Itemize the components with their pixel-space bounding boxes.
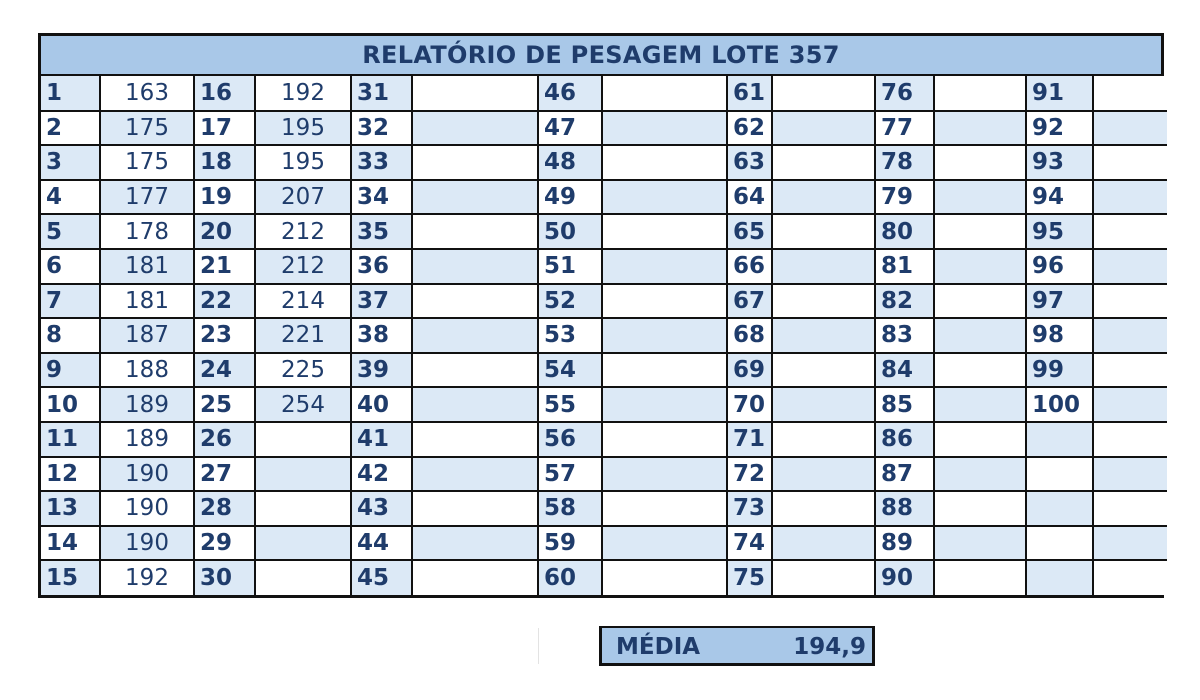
slot-number: 75 <box>727 560 772 595</box>
slot-number: 85 <box>875 387 934 422</box>
slot-weight: 225 <box>255 353 351 388</box>
slot-number: 9 <box>41 353 100 388</box>
slot-weight: 212 <box>255 249 351 284</box>
slot-number: 16 <box>194 76 255 111</box>
slot-weight: 221 <box>255 318 351 353</box>
slot-number: 81 <box>875 249 934 284</box>
slot-number <box>1026 526 1093 561</box>
slot-number: 70 <box>727 387 772 422</box>
slot-number: 47 <box>538 111 602 146</box>
table-row <box>41 560 1167 595</box>
slot-weight <box>934 526 1026 561</box>
slot-weight: 178 <box>100 214 194 249</box>
slot-weight: 188 <box>100 353 194 388</box>
slot-number: 62 <box>727 111 772 146</box>
slot-number: 36 <box>351 249 412 284</box>
slot-number <box>1026 560 1093 595</box>
slot-weight <box>934 145 1026 180</box>
table-row <box>41 214 1167 249</box>
slot-number: 60 <box>538 560 602 595</box>
slot-weight <box>772 491 875 526</box>
slot-number: 27 <box>194 457 255 492</box>
slot-weight <box>934 457 1026 492</box>
slot-weight: 163 <box>100 76 194 111</box>
divider <box>538 628 539 664</box>
slot-weight <box>1093 111 1167 146</box>
slot-number: 19 <box>194 180 255 215</box>
slot-weight <box>772 214 875 249</box>
slot-weight <box>412 214 538 249</box>
slot-number: 74 <box>727 526 772 561</box>
slot-weight <box>934 560 1026 595</box>
table-row <box>41 180 1167 215</box>
slot-weight <box>1093 180 1167 215</box>
table-row <box>41 457 1167 492</box>
average-box <box>599 626 875 666</box>
slot-weight <box>934 180 1026 215</box>
slot-number: 42 <box>351 457 412 492</box>
slot-weight <box>602 387 727 422</box>
slot-number: 15 <box>41 560 100 595</box>
slot-weight <box>934 76 1026 111</box>
slot-number: 89 <box>875 526 934 561</box>
slot-weight <box>602 457 727 492</box>
slot-number: 66 <box>727 249 772 284</box>
slot-number: 73 <box>727 491 772 526</box>
slot-weight <box>602 249 727 284</box>
slot-number: 58 <box>538 491 602 526</box>
slot-weight <box>602 214 727 249</box>
slot-weight <box>772 111 875 146</box>
slot-weight: 207 <box>255 180 351 215</box>
slot-number: 21 <box>194 249 255 284</box>
weighing-report-table <box>38 33 1164 598</box>
slot-number <box>1026 491 1093 526</box>
slot-number: 94 <box>1026 180 1093 215</box>
slot-weight <box>934 422 1026 457</box>
slot-number: 22 <box>194 284 255 319</box>
slot-number: 40 <box>351 387 412 422</box>
slot-number: 14 <box>41 526 100 561</box>
slot-weight <box>602 353 727 388</box>
slot-weight <box>934 491 1026 526</box>
slot-number: 6 <box>41 249 100 284</box>
slot-weight: 192 <box>255 76 351 111</box>
slot-number: 50 <box>538 214 602 249</box>
slot-number: 18 <box>194 145 255 180</box>
slot-number: 35 <box>351 214 412 249</box>
slot-weight <box>934 214 1026 249</box>
slot-weight <box>1093 491 1167 526</box>
slot-weight <box>1093 76 1167 111</box>
slot-number: 48 <box>538 145 602 180</box>
slot-number: 20 <box>194 214 255 249</box>
slot-weight <box>412 422 538 457</box>
table-row <box>41 111 1167 146</box>
slot-number: 78 <box>875 145 934 180</box>
slot-number: 71 <box>727 422 772 457</box>
slot-number: 39 <box>351 353 412 388</box>
slot-number: 82 <box>875 284 934 319</box>
slot-weight <box>1093 214 1167 249</box>
average-value: 194,9 <box>793 634 866 660</box>
slot-number: 25 <box>194 387 255 422</box>
slot-weight <box>934 111 1026 146</box>
slot-number: 4 <box>41 180 100 215</box>
slot-weight <box>602 145 727 180</box>
slot-number: 33 <box>351 145 412 180</box>
table-row <box>41 387 1167 422</box>
slot-number: 90 <box>875 560 934 595</box>
slot-number: 68 <box>727 318 772 353</box>
slot-weight: 190 <box>100 526 194 561</box>
slot-weight <box>255 560 351 595</box>
slot-number: 17 <box>194 111 255 146</box>
slot-number: 76 <box>875 76 934 111</box>
slot-number: 59 <box>538 526 602 561</box>
slot-number: 72 <box>727 457 772 492</box>
slot-weight: 195 <box>255 111 351 146</box>
slot-number: 43 <box>351 491 412 526</box>
slot-weight <box>772 318 875 353</box>
slot-weight <box>772 353 875 388</box>
slot-weight <box>934 284 1026 319</box>
slot-number: 34 <box>351 180 412 215</box>
slot-number: 45 <box>351 560 412 595</box>
slot-number: 57 <box>538 457 602 492</box>
slot-weight <box>602 560 727 595</box>
slot-weight <box>1093 284 1167 319</box>
slot-number: 97 <box>1026 284 1093 319</box>
slot-weight: 189 <box>100 422 194 457</box>
slot-weight: 190 <box>100 457 194 492</box>
slot-number: 44 <box>351 526 412 561</box>
slot-number: 65 <box>727 214 772 249</box>
table-row <box>41 249 1167 284</box>
slot-number: 67 <box>727 284 772 319</box>
weights-grid <box>41 76 1167 595</box>
slot-weight <box>772 387 875 422</box>
slot-number: 37 <box>351 284 412 319</box>
slot-number: 2 <box>41 111 100 146</box>
slot-number: 98 <box>1026 318 1093 353</box>
slot-number: 80 <box>875 214 934 249</box>
slot-weight <box>934 353 1026 388</box>
slot-weight <box>412 560 538 595</box>
slot-number: 88 <box>875 491 934 526</box>
slot-weight <box>1093 457 1167 492</box>
slot-number: 28 <box>194 491 255 526</box>
slot-weight <box>412 491 538 526</box>
slot-weight: 181 <box>100 249 194 284</box>
slot-weight <box>412 284 538 319</box>
slot-weight <box>412 387 538 422</box>
slot-weight: 175 <box>100 111 194 146</box>
slot-weight <box>934 249 1026 284</box>
slot-weight <box>602 284 727 319</box>
table-row <box>41 145 1167 180</box>
slot-number: 84 <box>875 353 934 388</box>
slot-weight <box>934 318 1026 353</box>
slot-number: 23 <box>194 318 255 353</box>
slot-weight: 214 <box>255 284 351 319</box>
slot-weight <box>1093 560 1167 595</box>
slot-number: 53 <box>538 318 602 353</box>
slot-weight <box>772 526 875 561</box>
slot-weight <box>772 560 875 595</box>
slot-weight <box>412 249 538 284</box>
slot-weight <box>772 457 875 492</box>
slot-number: 63 <box>727 145 772 180</box>
slot-number: 52 <box>538 284 602 319</box>
slot-weight: 254 <box>255 387 351 422</box>
slot-number: 8 <box>41 318 100 353</box>
slot-number <box>1026 422 1093 457</box>
slot-weight <box>412 353 538 388</box>
slot-weight <box>1093 387 1167 422</box>
slot-weight: 212 <box>255 214 351 249</box>
slot-number: 10 <box>41 387 100 422</box>
slot-weight <box>412 457 538 492</box>
report-title: RELATÓRIO DE PESAGEM LOTE 357 <box>41 36 1161 76</box>
slot-weight <box>412 111 538 146</box>
slot-weight <box>772 76 875 111</box>
slot-number: 61 <box>727 76 772 111</box>
slot-weight <box>412 145 538 180</box>
slot-weight <box>1093 353 1167 388</box>
slot-number: 46 <box>538 76 602 111</box>
slot-number: 38 <box>351 318 412 353</box>
slot-weight <box>412 318 538 353</box>
slot-number: 51 <box>538 249 602 284</box>
slot-weight <box>255 457 351 492</box>
slot-weight <box>412 76 538 111</box>
slot-weight <box>255 526 351 561</box>
table-row <box>41 353 1167 388</box>
slot-number: 54 <box>538 353 602 388</box>
slot-number: 55 <box>538 387 602 422</box>
slot-number: 5 <box>41 214 100 249</box>
table-row <box>41 318 1167 353</box>
slot-number: 12 <box>41 457 100 492</box>
slot-weight <box>1093 422 1167 457</box>
slot-weight: 181 <box>100 284 194 319</box>
slot-weight <box>1093 249 1167 284</box>
slot-weight: 190 <box>100 491 194 526</box>
slot-weight <box>1093 318 1167 353</box>
table-row <box>41 526 1167 561</box>
slot-weight: 195 <box>255 145 351 180</box>
table-row <box>41 284 1167 319</box>
slot-number: 83 <box>875 318 934 353</box>
slot-number: 41 <box>351 422 412 457</box>
slot-weight <box>602 76 727 111</box>
slot-number: 29 <box>194 526 255 561</box>
slot-number: 100 <box>1026 387 1093 422</box>
slot-weight <box>772 180 875 215</box>
slot-weight <box>602 491 727 526</box>
slot-number: 87 <box>875 457 934 492</box>
slot-weight <box>772 284 875 319</box>
table-row <box>41 76 1167 111</box>
table-row <box>41 491 1167 526</box>
slot-number: 7 <box>41 284 100 319</box>
slot-weight <box>412 180 538 215</box>
slot-weight: 187 <box>100 318 194 353</box>
slot-weight <box>772 145 875 180</box>
slot-number: 26 <box>194 422 255 457</box>
slot-number: 91 <box>1026 76 1093 111</box>
slot-number: 49 <box>538 180 602 215</box>
slot-number: 96 <box>1026 249 1093 284</box>
slot-number: 64 <box>727 180 772 215</box>
table-row <box>41 422 1167 457</box>
slot-number: 93 <box>1026 145 1093 180</box>
slot-weight <box>412 526 538 561</box>
slot-weight <box>255 491 351 526</box>
slot-weight <box>772 249 875 284</box>
slot-weight <box>934 387 1026 422</box>
slot-number: 56 <box>538 422 602 457</box>
slot-number: 92 <box>1026 111 1093 146</box>
slot-number: 3 <box>41 145 100 180</box>
slot-number: 69 <box>727 353 772 388</box>
slot-number: 99 <box>1026 353 1093 388</box>
slot-number: 24 <box>194 353 255 388</box>
slot-weight <box>772 422 875 457</box>
slot-weight <box>1093 145 1167 180</box>
slot-number: 13 <box>41 491 100 526</box>
slot-number: 31 <box>351 76 412 111</box>
slot-weight: 189 <box>100 387 194 422</box>
slot-weight: 192 <box>100 560 194 595</box>
slot-weight <box>602 111 727 146</box>
slot-weight: 175 <box>100 145 194 180</box>
slot-weight <box>602 318 727 353</box>
slot-weight <box>602 422 727 457</box>
slot-number: 79 <box>875 180 934 215</box>
slot-number <box>1026 457 1093 492</box>
slot-weight: 177 <box>100 180 194 215</box>
slot-number: 77 <box>875 111 934 146</box>
slot-weight <box>602 180 727 215</box>
slot-weight <box>602 526 727 561</box>
slot-number: 30 <box>194 560 255 595</box>
slot-weight <box>255 422 351 457</box>
average-label: MÉDIA <box>616 634 701 660</box>
slot-number: 95 <box>1026 214 1093 249</box>
slot-number: 86 <box>875 422 934 457</box>
slot-number: 1 <box>41 76 100 111</box>
slot-weight <box>1093 526 1167 561</box>
slot-number: 11 <box>41 422 100 457</box>
slot-number: 32 <box>351 111 412 146</box>
